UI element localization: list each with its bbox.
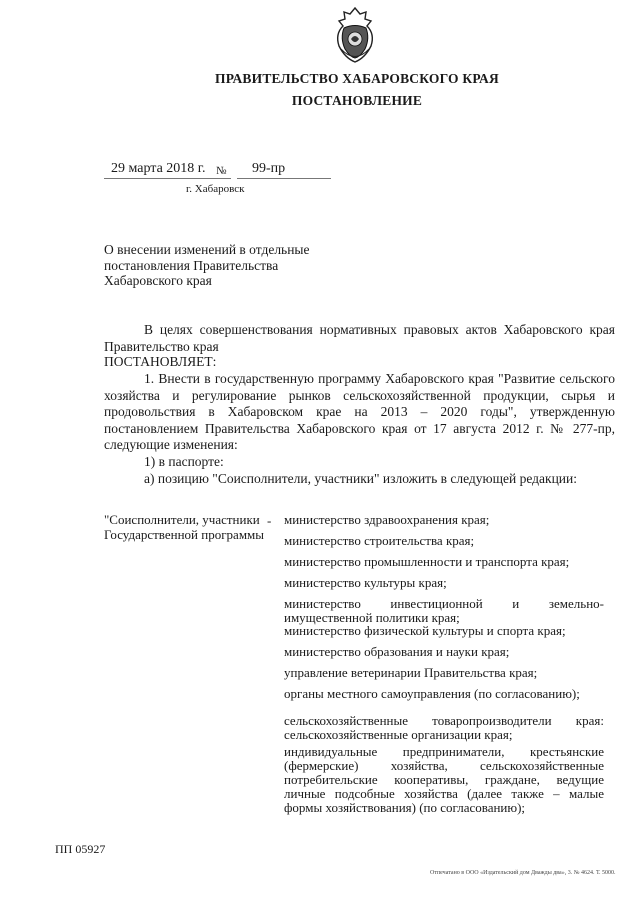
paragraph-item-1: 1. Внести в государственную программу Хабаровского края "Развитие сельского хозяйства и регулирование рынков сельскохозяйственной продукции, сырья и продовольствия в Хабаровском крае на 2013 – 2020 годы", утвержденную постановлением Правительства Хабаровского края от 17 августа 2012 г. № 277-пр, следующие изменения: [104,371,615,452]
list-item: министерство физической культуры и спорта края; [284,623,566,638]
list-item: органы местного самоуправления (по согласованию); [284,686,580,701]
number-underline [237,178,331,179]
coat-of-arms-emblem [330,6,380,64]
list-item: сельскохозяйственные товаропроизводители края: сельскохозяйственные организации края; [284,713,604,742]
document-type: ПОСТАНОВЛЕНИЕ [291,93,423,108]
document-subject: О внесении изменений в отдельные постановления Правительства Хабаровского края [104,242,310,288]
document-code: ПП 05927 [55,842,106,856]
list-item: управление ветеринарии Правительства края; [284,665,538,680]
city: г. Хабаровск [186,183,245,195]
list-item: министерство культуры края; [284,575,447,590]
resolves-heading: ПОСТАНОВЛЯЕТ: [104,354,217,369]
list-item: министерство здравоохранения края; [284,512,490,527]
table-left-cell: "Соисполнители, участники Государственной программы [104,512,265,542]
list-item: министерство строительства края; [284,533,475,548]
list-item: министерство промышленности и транспорта края; [284,554,570,569]
date-underline [104,178,231,179]
list-item: индивидуальные предприниматели, крестьянские (фермерские) хозяйства, сельскохозяйственные потребительские кооперативы, граждане, ведущие личные подсобные хозяйства (далее также – малые формы хозяйствования) (по согласованию); [284,744,604,815]
paragraph-subitem-a: а) позицию "Соисполнители, участники" изложить в следующей редакции: [144,471,577,486]
paragraph-subitem-1: 1) в паспорте: [144,454,224,469]
number-sign: № [216,165,227,177]
paragraph-preamble: В целях совершенствования нормативных правовых актов Хабаровского края Правительство края [104,322,615,354]
document-date: 29 марта 2018 г. [111,161,206,176]
government-title: ПРАВИТЕЛЬСТВО ХАБАРОВСКОГО КРАЯ [215,71,499,86]
list-item: министерство образования и науки края; [284,644,510,659]
print-note: Отпечатано в ООО «Издательский дом Дважды два», 3. № 4624. Т. 5000. [430,870,616,876]
list-item: министерство инвестиционной и земельно-имущественной политики края; [284,596,604,625]
table-dash: - [267,513,272,528]
document-number: 99-пр [252,161,286,176]
